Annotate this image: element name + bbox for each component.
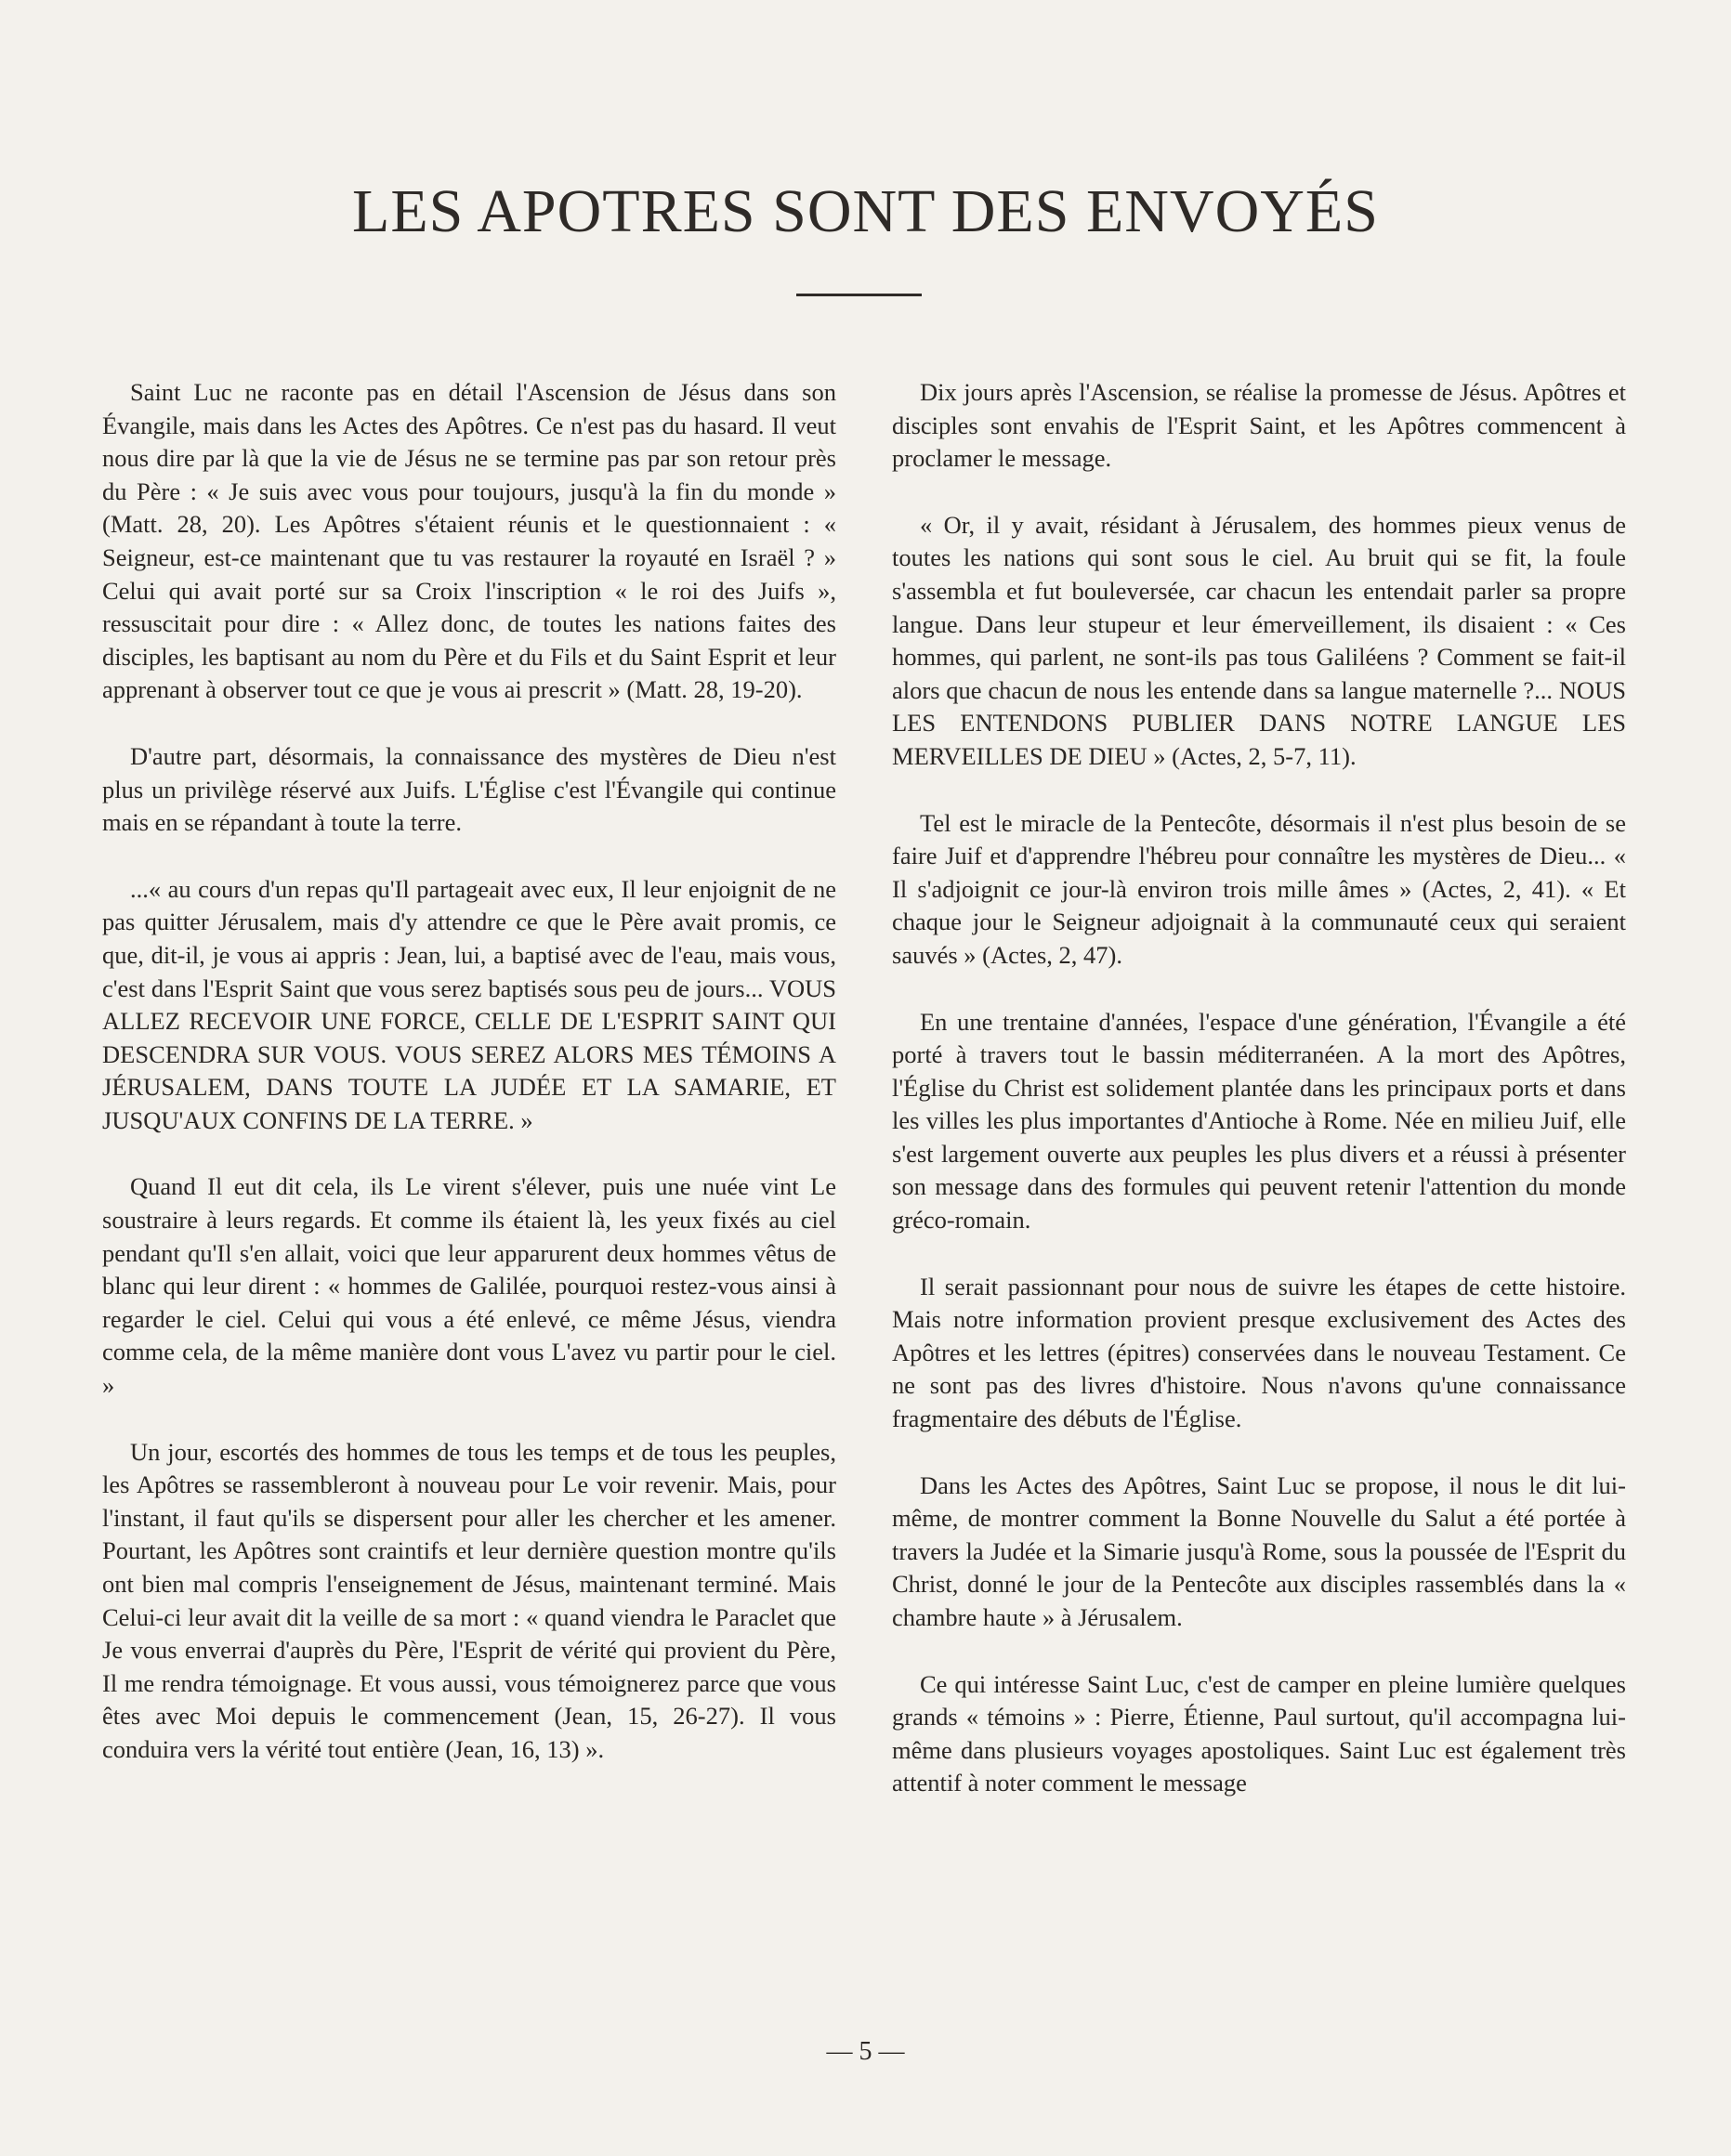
page-number: — 5 — [826, 2037, 905, 2066]
paragraph: Il serait passionnant pour nous de suivre les étapes de cette histoire. Mais notre information provient presque exclusivement des Actes des Apôtres et les lettres (épitres) conservées dans le nouveau Testament. Ce ne sont pas des livres d'histoire. Nous n'avons qu'une connaissance fragmentaire des débuts de l'Église. [892, 1272, 1626, 1433]
paragraph: Dix jours après l'Ascension, se réalise la promesse de Jésus. Apôtres et disciples sont envahis de l'Esprit Saint, et les Apôtres commencent à proclamer le message. [892, 378, 1626, 473]
paragraph: Dans les Actes des Apôtres, Saint Luc se propose, il nous le dit lui-même, de montrer comment la Bonne Nouvelle du Salut a été portée à travers la Judée et la Simarie jusqu'à Rome, sous la poussée de l'Esprit du Christ, donné le jour de la Pentecôte aux disciples rassemblés dans la « chambre haute » à Jérusalem. [892, 1470, 1626, 1631]
paragraph: Un jour, escortés des hommes de tous les temps et de tous les peuples, les Apôtres se rassembleront à nouveau pour Le voir revenir. Mais, pour l'instant, il faut qu'ils se dispersent pour aller les chercher et les amener. Pourtant, les Apôtres sont craintifs et leur dernière question montre qu'ils ont bien mal compris l'enseignement de Jésus, maintenant terminé. Mais Celui-ci leur avait dit la veille de sa mort : « quand viendra le Paraclet que Je vous enverrai d'auprès du Père, l'Esprit de vérité qui provient du Père, Il me rendra témoignage. Et vous aussi, vous témoignerez parce que vous êtes avec Moi depuis le commencement (Jean, 15, 26-27). Il vous conduira vers la vérité tout entière (Jean, 16, 13) ». [102, 1437, 836, 1763]
title-rule [796, 294, 922, 296]
paragraph: Saint Luc ne raconte pas en détail l'Ascension de Jésus dans son Évangile, mais dans les Actes des Apôtres. Ce n'est pas du hasard. Il veut nous dire par là que la vie de Jésus ne se termine pas par son retour près du Père : « Je suis avec vous pour toujours, jusqu'à la fin du monde » (Matt. 28, 20). Les Apôtres s'étaient réunis et le questionnaient : « Seigneur, est-ce maintenant que tu vas restaurer la royauté en Israël ? » Celui qui avait porté sur sa Croix l'inscription « le roi des Juifs », ressuscitait pour dire : « Allez donc, de toutes les nations faites des disciples, les baptisant au nom du Père et du Fils et du Saint Esprit et leur apprenant à observer tout ce que je vous ai prescrit » (Matt. 28, 19-20). [102, 378, 836, 704]
left-column [102, 376, 836, 1767]
paragraph: Tel est le miracle de la Pentecôte, désormais il n'est plus besoin de se faire Juif et d'apprendre l'hébreu pour connaître les mystères de Dieu... « Il s'adjoignit ce jour-là environ trois mille âmes » (Actes, 2, 41). « Et chaque jour le Seigneur adjoignait à la communauté ceux qui seraient sauvés » (Actes, 2, 47). [892, 808, 1626, 969]
paragraph: En une trentaine d'années, l'espace d'une génération, l'Évangile a été porté à travers tout le bassin méditerranéen. A la mort des Apôtres, l'Église du Christ est solidement plantée dans les principaux ports et dans les villes les plus importantes d'Antioche à Rome. Née en milieu Juif, elle s'est largement ouverte aux peuples les plus divers et a réussi à présenter son message dans des formules qui peuvent retenir l'attention du monde gréco-romain. [892, 1007, 1626, 1235]
paragraph: « Or, il y avait, résidant à Jérusalem, des hommes pieux venus de toutes les nations qui sont sous le ciel. Au bruit qui se fit, la foule s'assembla et fut bouleversée, car chacun les entendait parler sa propre langue. Dans leur stupeur et leur émerveillement, ils disaient : « Ces hommes, qui parlent, ne sont-ils pas tous Galiléens ? Comment se fait-il alors que chacun de nous les entende dans sa langue maternelle ?... NOUS LES ENTENDONS PUBLIER DANS NOTRE LANGUE LES MERVEILLES DE DIEU » (Actes, 2, 5-7, 11). [892, 510, 1626, 770]
paragraph: Ce qui intéresse Saint Luc, c'est de camper en pleine lumière quelques grands « témoins » : Pierre, Étienne, Paul surtout, qu'il accompagna lui-même dans plusieurs voyages apostoliques. Saint Luc est également très attentif à noter comment le message [892, 1669, 1626, 1797]
paragraph: ...« au cours d'un repas qu'Il partageait avec eux, Il leur enjoignit de ne pas quitter Jérusalem, mais d'y attendre ce que le Père avait promis, ce que, dit-il, je vous ai appris : Jean, lui, a baptisé avec de l'eau, mais vous, c'est dans l'Esprit Saint que vous serez baptisés sous peu de jours... VOUS ALLEZ RECEVOIR UNE FORCE, CELLE DE L'ESPRIT SAINT QUI DESCENDRA SUR VOUS. VOUS SEREZ ALORS MES TÉMOINS A JÉRUSALEM, DANS TOUTE LA JUDÉE ET LA SAMARIE, ET JUSQU'AUX CONFINS DE LA TERRE. » [102, 874, 836, 1134]
paragraph: D'autre part, désormais, la connaissance des mystères de Dieu n'est plus un privilège réservé aux Juifs. L'Église c'est l'Évangile qui continue mais en se répandant à toute la terre. [102, 741, 836, 837]
page-title: LES APOTRES SONT DES ENVOYÉS [352, 177, 1379, 245]
paragraph: Quand Il eut dit cela, ils Le virent s'élever, puis une nuée vint Le soustraire à leurs regards. Et comme ils étaient là, les yeux fixés au ciel pendant qu'Il s'en allait, voici que leur apparurent deux hommes vêtus de blanc qui leur dirent : « hommes de Galilée, pourquoi restez-vous ainsi à regarder le ciel. Celui qui vous a été enlevé, ce même Jésus, viendra comme cela, de la même manière dont vous L'avez vu partir pour le ciel. » [102, 1172, 836, 1400]
right-column [892, 376, 1626, 1800]
